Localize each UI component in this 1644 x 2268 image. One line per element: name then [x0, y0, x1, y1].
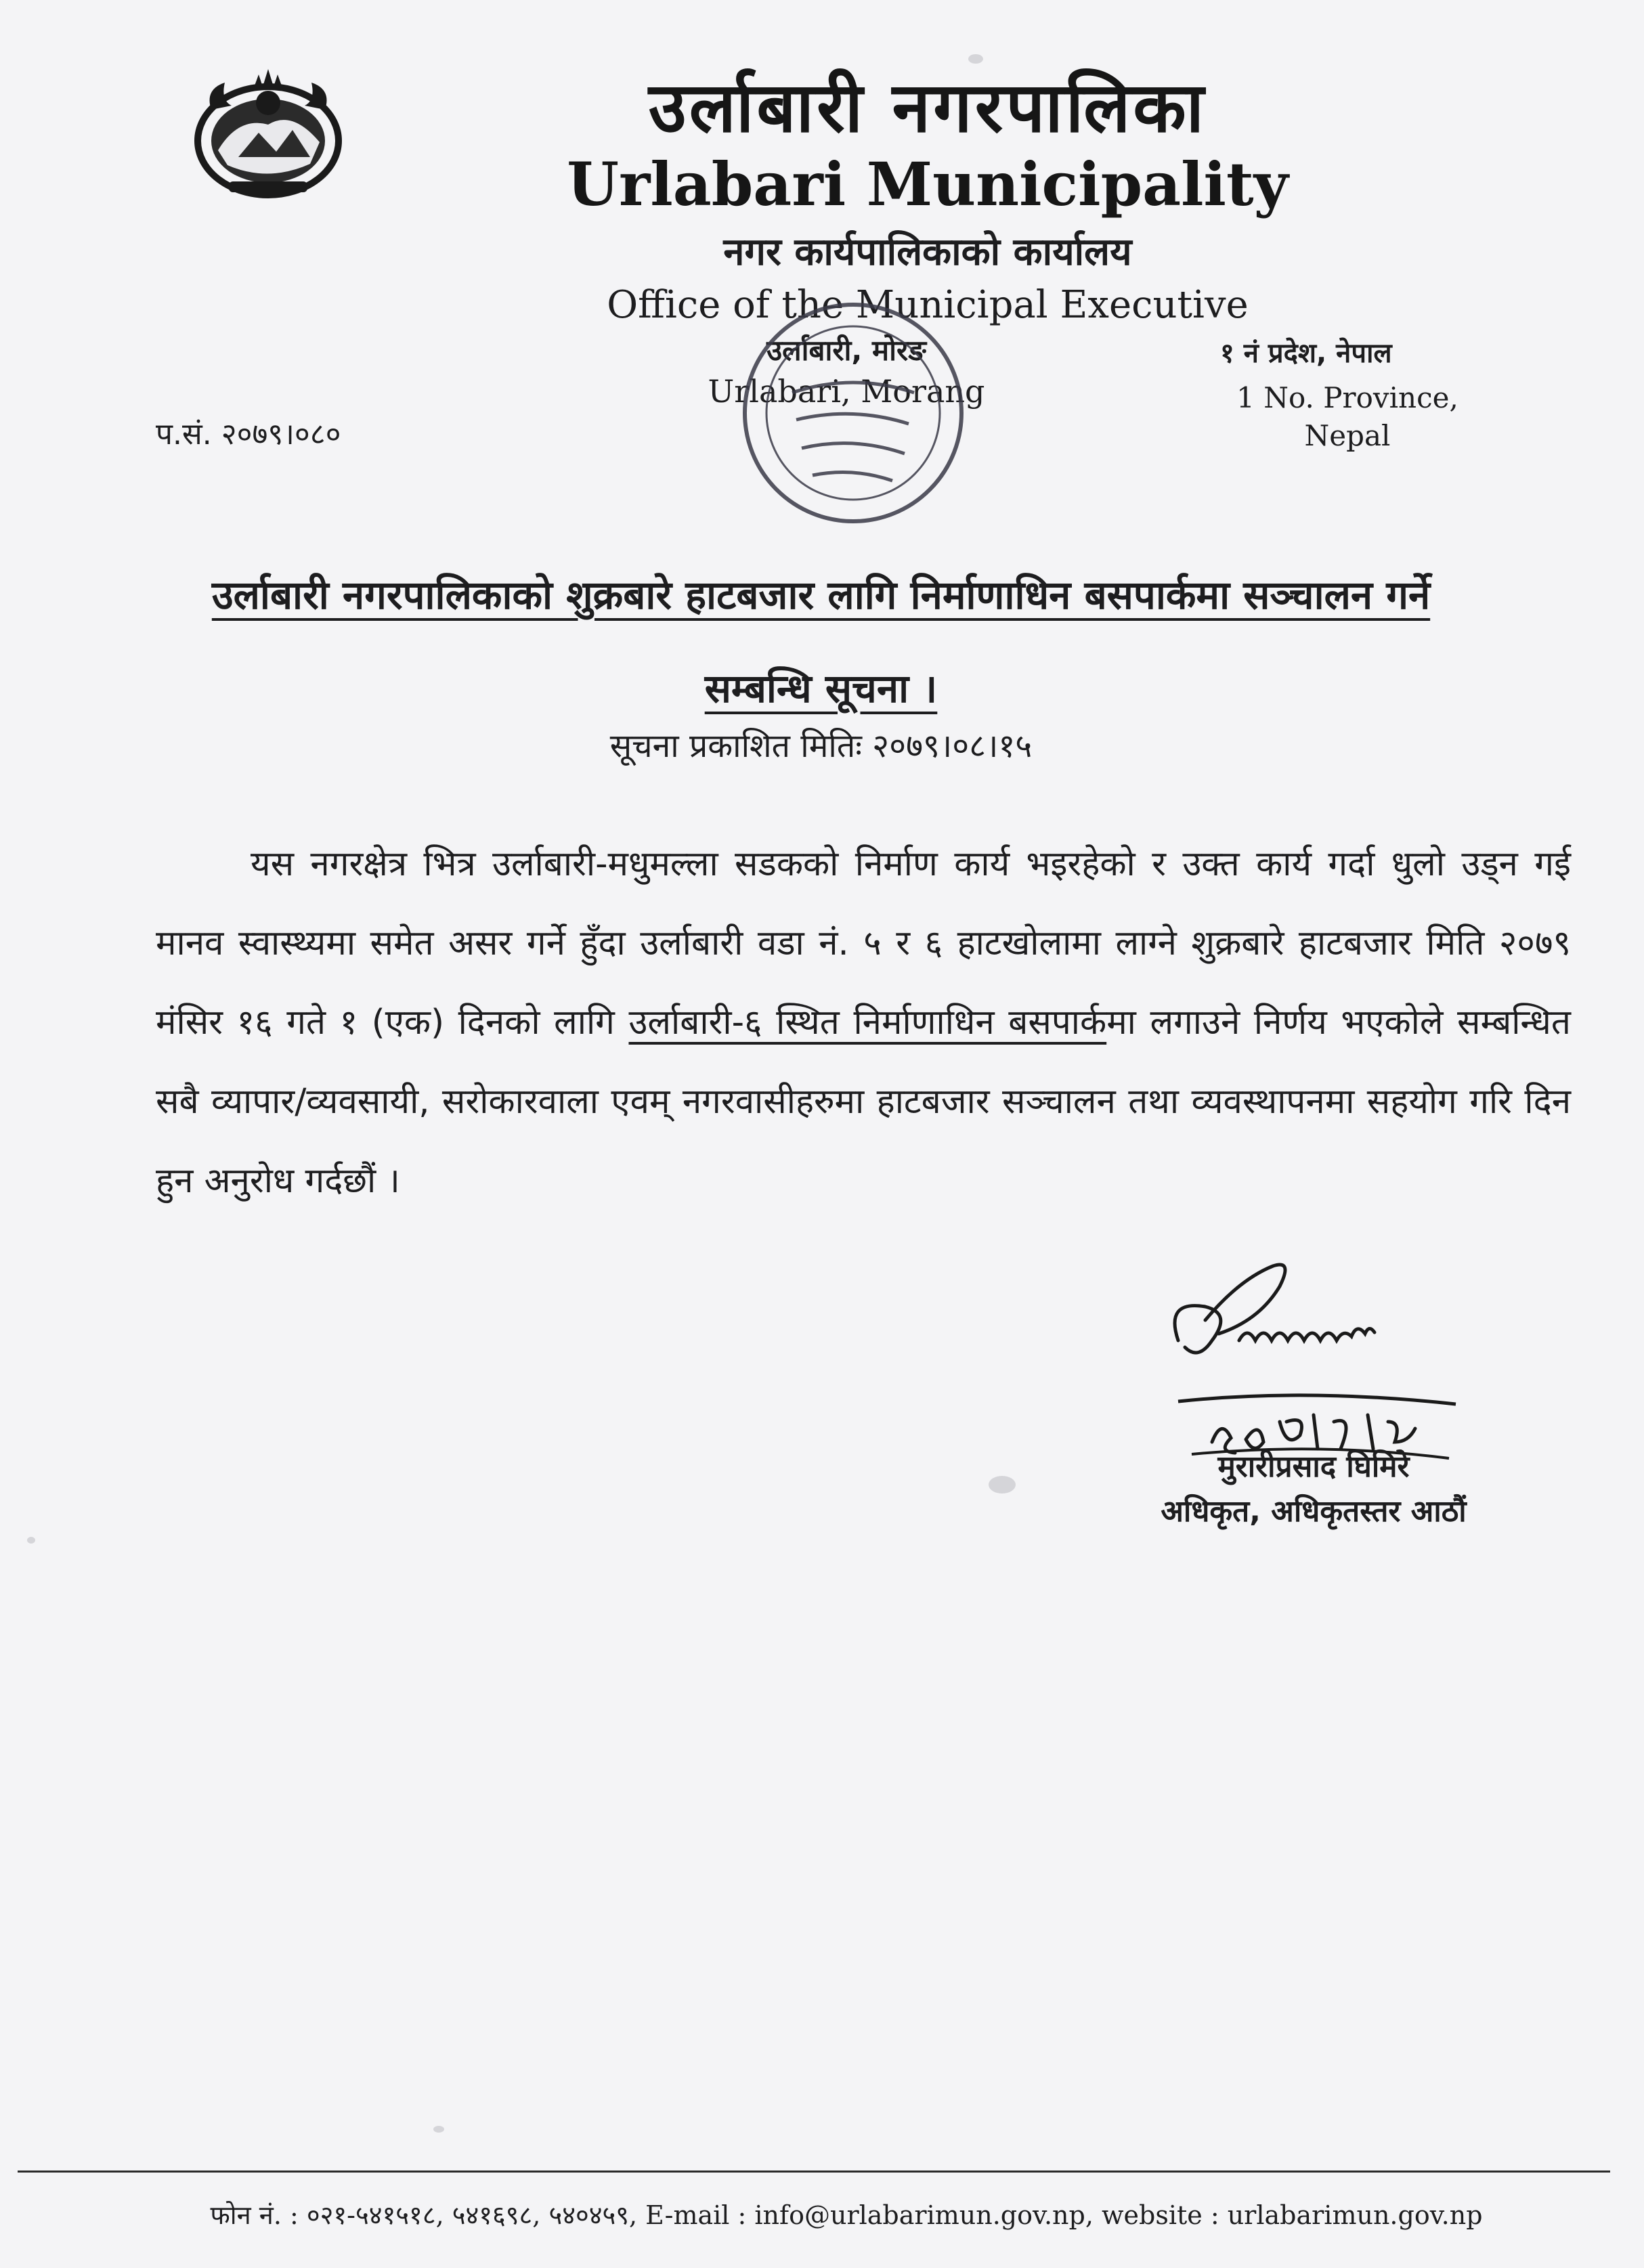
scan-speck: [433, 2126, 444, 2133]
province-nepali: १ नं प्रदेश, नेपाल: [1220, 338, 1392, 369]
scan-speck: [27, 1537, 35, 1544]
bus-park-location: उर्लाबारी-६ स्थित निर्माणाधिन बसपार्क: [628, 1003, 1107, 1043]
location-nepali: उर्लाबारी, मोरङ: [766, 334, 926, 367]
signer-name: मुरारीप्रसाद घिमिरे: [1217, 1449, 1410, 1484]
reference-number: प.सं. २०७९।०८०: [156, 417, 341, 452]
office-name-nepali: नगर कार्यपालिकाको कार्यालय: [723, 230, 1132, 274]
province-english: 1 No. Province, Nepal: [1236, 381, 1458, 452]
handwritten-signature-icon: [1158, 1259, 1442, 1381]
footer-contact: फोन नं. : ०२१-५४१५१८, ५४१६९८, ५४०४५९, E-mail : info@urlabarimun.gov.np, website : urlabarimun.gov.np: [210, 2200, 1483, 2230]
published-date: सूचना प्रकाशित मितिः २०७९।०८।१५: [609, 727, 1033, 765]
municipality-title-nepali: उर्लाबारी नगरपालिका: [648, 68, 1207, 148]
notice-body: [156, 825, 1571, 1221]
municipality-title-english: Urlabari Municipality: [567, 149, 1289, 219]
nepal-government-emblem-icon: [191, 62, 345, 199]
body-text-part1: यस नगरक्षेत्र भित्र उर्लाबारी-मधुमल्ला सडकको निर्माण कार्य भइरहेको र उक्त कार्य गर्दा धुलो उड्न गई मानव स्वास्थ्यमा समेत असर गर्ने हुँदा उर्लाबारी वडा नं. ५ र ६ हाटखोलामा लाग्ने शुक्रबारे हाटबजार मिति २०७९ मंसिर १६ गते १ (एक) दिनको लागि: [156, 844, 1571, 1043]
municipal-stamp-icon: [731, 291, 975, 535]
notice-heading: उर्लाबारी नगरपालिकाको शुक्रबारे हाटबजार लागि निर्माणाधिन बसपार्कमा सञ्चालन गर्ने सम्बन्धि सूचना ।: [211, 572, 1431, 712]
scan-speck: [989, 1476, 1016, 1493]
body-text-part2: मा लगाउने निर्णय भएकोले सम्बन्धित सबै व्यापार/व्यवसायी, सरोकारवाला एवम् नगरवासीहरुमा हाटबजार सञ्चालन तथा व्यवस्थापनमा सहयोग गरि दिन हुन अनुरोध गर्दछौं ।: [156, 1003, 1571, 1201]
footer-divider: [18, 2171, 1610, 2173]
scan-speck: [968, 54, 983, 64]
office-name-english: Office of the Municipal Executive: [607, 283, 1249, 327]
location-english: Urlabari, Morang: [708, 373, 985, 410]
signer-designation: अधिकृत, अधिकृतस्तर आठौं: [1161, 1494, 1467, 1529]
